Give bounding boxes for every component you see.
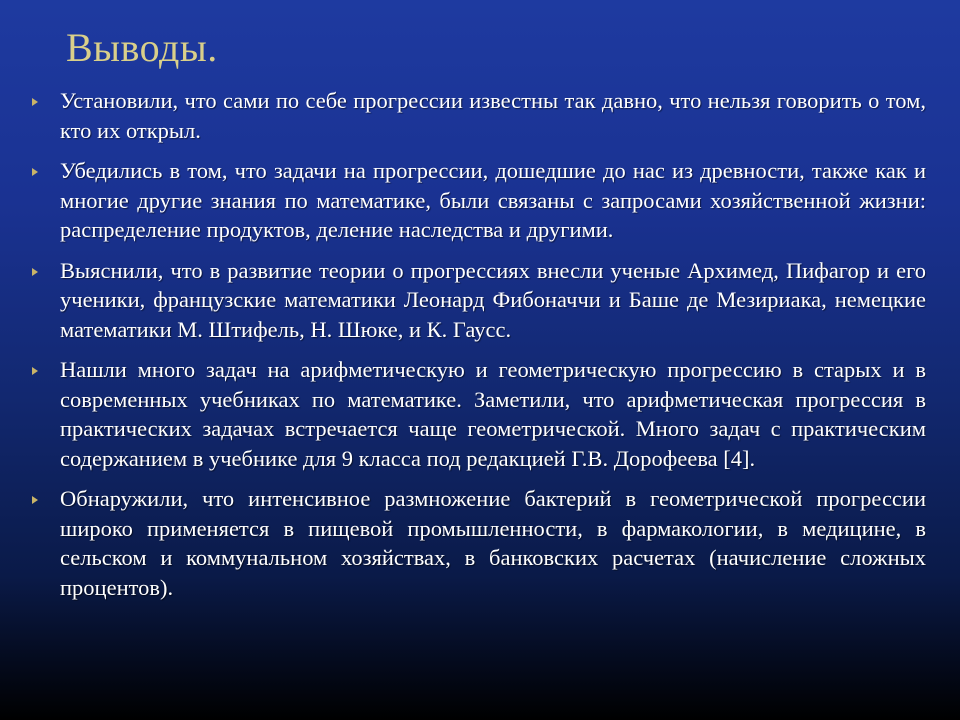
bullet-text: Выяснили, что в развитие теории о прогрессиях внесли ученые Архимед, Пифагор и его ученики, французские математики Леонард Фибоначчи и Баше де Мезириака, немецкие математики М. Штифель, Н. Шюке, и К. Гаусс. xyxy=(60,257,926,342)
bullet-text: Обнаружили, что интенсивное размножение бактерий в геометрической прогрессии широко применяется в пищевой промышленности, в фармакологии, в медицине, в сельском и коммунальном хозяйствах, в банковских расчетах (начисление сложных процентов). xyxy=(60,486,926,600)
bullet-item xyxy=(30,355,926,473)
bullet-item xyxy=(30,156,926,245)
bullet-text: Убедились в том, что задачи на прогрессии, дошедшие до нас из древности, также как и многие другие знания по математике, были связаны с запросами хозяйственной жизни: распределение продуктов, деление наследства и другими. xyxy=(60,158,926,242)
slide-title: Выводы. xyxy=(66,25,218,70)
bullet-item xyxy=(30,256,926,345)
bullet-text: Установили, что сами по себе прогрессии известны так давно, что нельзя говорить о том, кто их открыл. xyxy=(60,88,926,143)
bullet-item xyxy=(30,484,926,602)
bullet-item xyxy=(30,86,926,145)
triangle-bullet-icon xyxy=(32,496,38,504)
triangle-bullet-icon xyxy=(32,367,38,375)
triangle-bullet-icon xyxy=(32,268,38,276)
bullet-text: Нашли много задач на арифметическую и геометрическую прогрессию в старых и в современных учебниках по математике. Заметили, что арифметическая прогрессия в практических задачах встречается чаще геометрической. Много задач с практическим содержанием в учебнике для 9 класса под редакцией Г.В. Дорофеева [4]. xyxy=(60,357,926,471)
triangle-bullet-icon xyxy=(32,98,38,106)
triangle-bullet-icon xyxy=(32,168,38,176)
bullet-list xyxy=(30,86,926,613)
